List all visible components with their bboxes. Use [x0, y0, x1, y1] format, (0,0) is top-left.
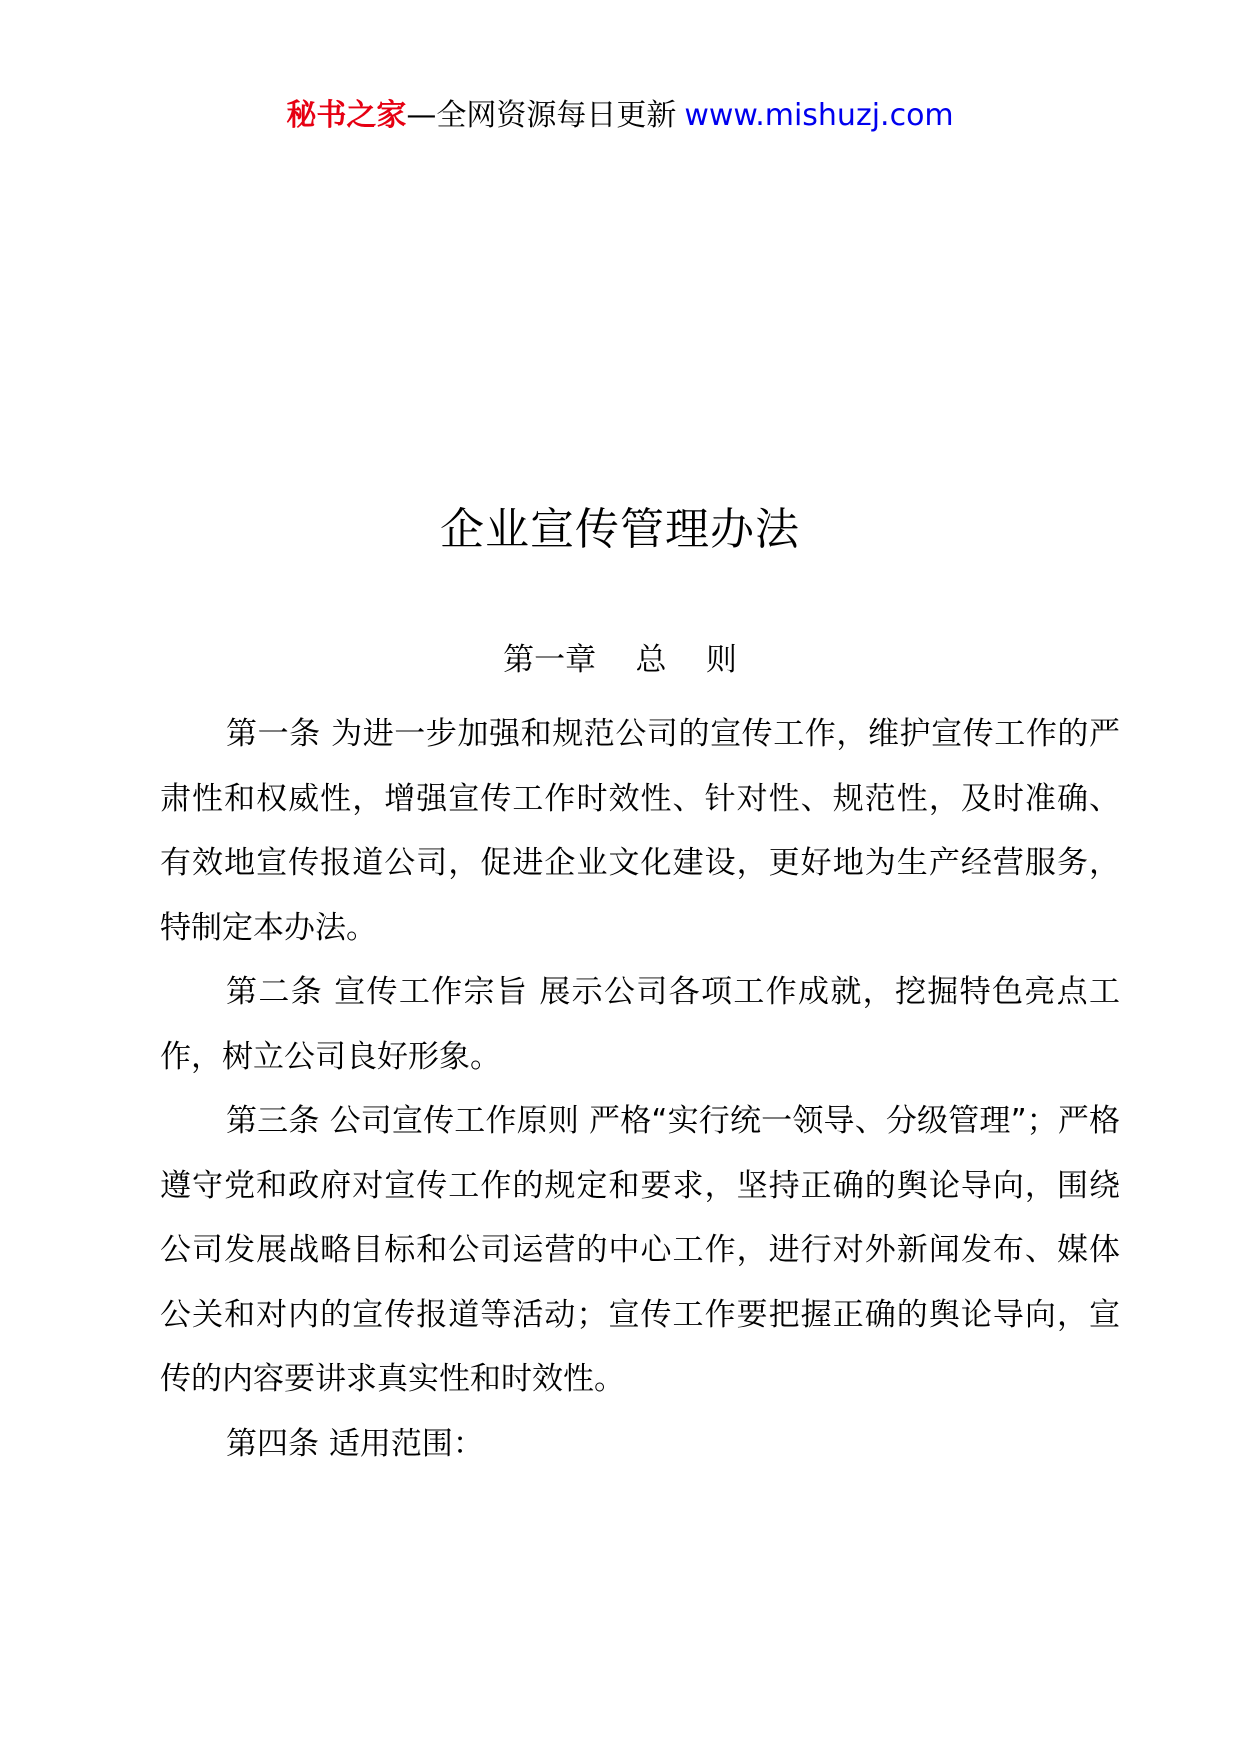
site-tagline: —全网资源每日更新 — [406, 98, 677, 133]
document-title: 企业宣传管理办法 — [440, 504, 800, 555]
chapter-heading: 第一章 总 则 — [503, 642, 737, 678]
article-4: 第四条 适用范围： — [226, 1425, 484, 1462]
document-body — [160, 702, 1120, 1476]
site-header — [0, 96, 1240, 136]
article-2: 第二条 宣传工作宗旨 展示公司各项工作成就，挖掘特色亮点工作，树立公司良好形象。 — [160, 974, 1120, 1075]
article-3: 第三条 公司宣传工作原则 严格“实行统一领导、分级管理”；严格遵守党和政府对宣传工作的规定和要求，坚持正确的舆论导向，围绕公司发展战略目标和公司运营的中心工作，进行对外新闻发布、媒体公关和对内的宣传报道等活动；宣传工作要把握正确的舆论导向，宣传的内容要讲求真实性和时效性。 — [160, 1103, 1120, 1397]
article-1: 第一条 为进一步加强和规范公司的宣传工作，维护宣传工作的严肃性和权威性，增强宣传工作时效性、针对性、规范性，及时准确、有效地宣传报道公司，促进企业文化建设，更好地为生产经营服务，特制定本办法。 — [160, 716, 1120, 946]
site-brand: 秘书之家 — [286, 98, 407, 133]
site-url-link[interactable]: www.mishuzj.com — [684, 98, 954, 133]
